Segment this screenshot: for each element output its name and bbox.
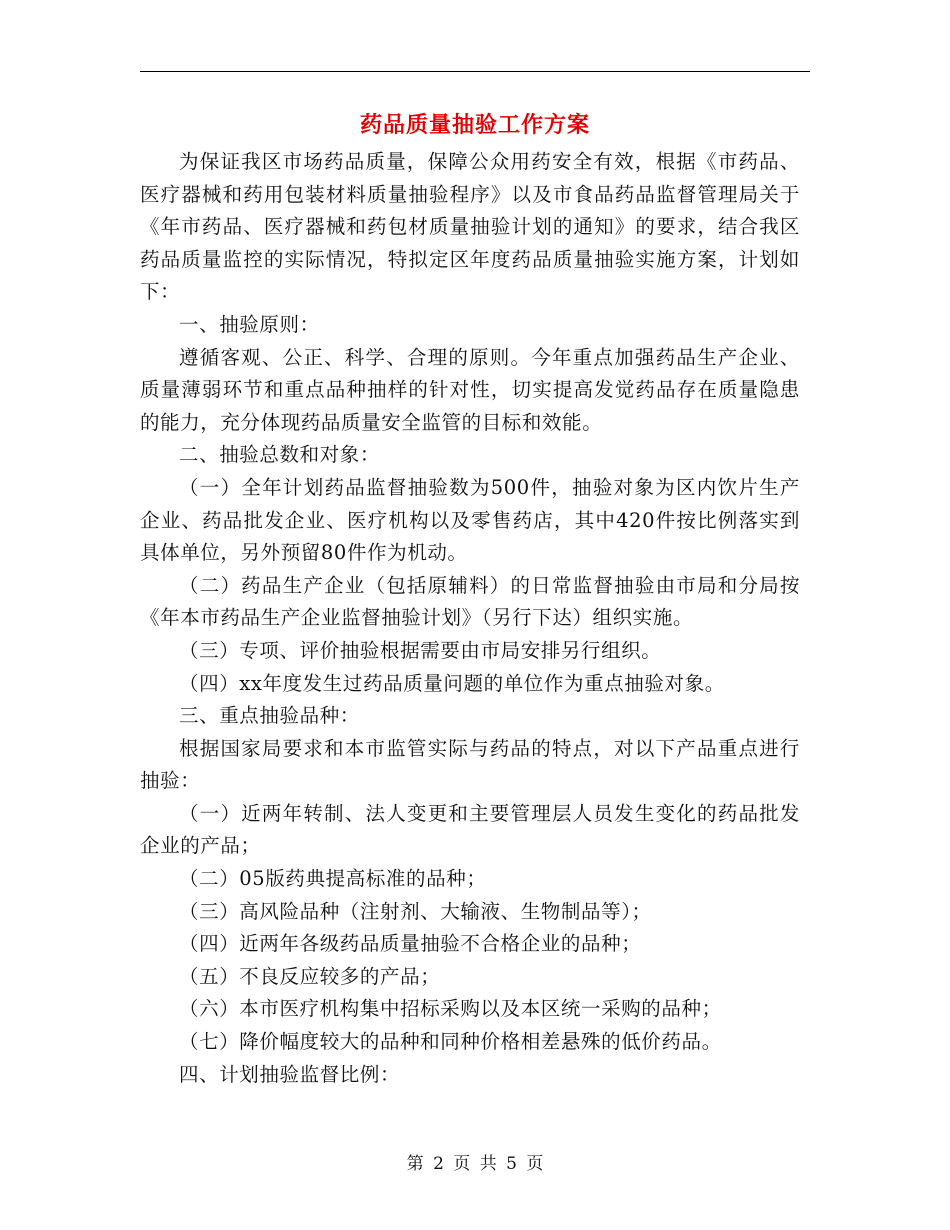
list-item: （四）近两年各级药品质量抽验不合格企业的品种； (179, 932, 642, 956)
document-body (140, 146, 800, 1091)
list-item: （二）05版药典提高标准的品种； (179, 867, 487, 891)
list-item: （六）本市医疗机构集中招标采购以及本区统一采购的品种； (179, 997, 722, 1021)
paragraph: （三）专项、评价抽验根据需要由市局安排另行组织。 (179, 638, 662, 662)
list-item: （一）近两年转制、法人变更和主要管理层人员发生变化的药品批发企业的产品； (140, 801, 800, 858)
document-title: 药品质量抽验工作方案 (359, 112, 590, 138)
section-heading: 三、重点抽验品种： (179, 704, 360, 728)
list-item: （七）降价幅度较大的品种和同种价格相差悬殊的低价药品。 (179, 1030, 722, 1054)
section-heading: 四、计划抽验监督比例： (179, 1062, 401, 1086)
paragraph: （二）药品生产企业（包括原辅料）的日常监督抽验由市局和分局按《年本市药品生产企业监督抽验计划》（另行下达）组织实施。 (140, 573, 800, 630)
section-heading: 二、抽验总数和对象： (179, 443, 381, 467)
page-number-footer: 第 2 页 共 5 页 (406, 1154, 544, 1174)
header-rule (140, 71, 810, 72)
paragraph: 根据国家局要求和本市监管实际与药品的特点，对以下产品重点进行抽验： (140, 736, 800, 793)
list-item: （三）高风险品种（注射剂、大输液、生物制品等）； (179, 899, 652, 923)
section-heading: 一、抽验原则： (179, 312, 320, 336)
paragraph: （一）全年计划药品监督抽验数为500件，抽验对象为区内饮片生产企业、药品批发企业、医疗机构以及零售药店，其中420件按比例落实到具体单位，另外预留80件作为机动。 (140, 475, 800, 565)
paragraph: （四）xx年度发生过药品质量问题的单位作为重点抽验对象。 (179, 671, 725, 695)
paragraph: 遵循客观、公正、科学、合理的原则。今年重点加强药品生产企业、质量薄弱环节和重点品种抽样的针对性，切实提高发觉药品存在质量隐患的能力，充分体现药品质量安全监管的目标和效能。 (140, 345, 800, 434)
paragraph: 为保证我区市场药品质量，保障公众用药安全有效，根据《市药品、医疗器械和药用包装材料质量抽验程序》以及市食品药品监督管理局关于《年市药品、医疗器械和药包材质量抽验计划的通知》的要求，结合我区药品质量监控的实际情况，特拟定区年度药品质量抽验实施方案，计划如下： (140, 150, 800, 304)
list-item: （五）不良反应较多的产品； (179, 964, 441, 988)
